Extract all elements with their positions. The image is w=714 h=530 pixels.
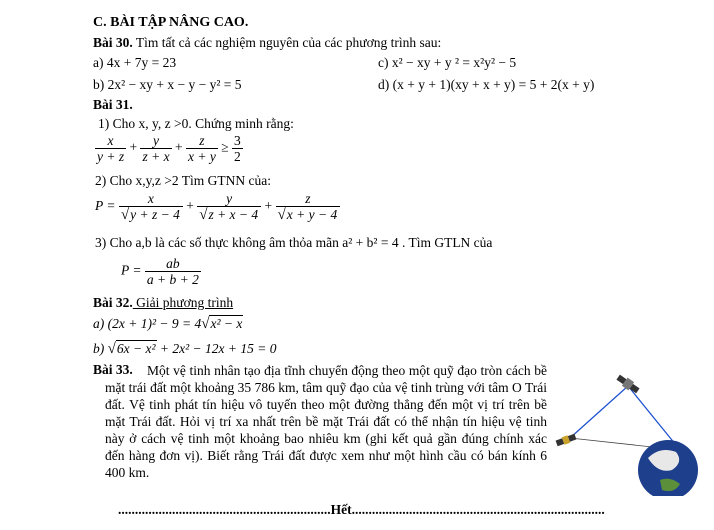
- exercise-30-label: Bài 30.: [93, 35, 133, 50]
- inequality-1: $\frac{x}{y + z}$ + $\frac{y}{z + x}$ + $\frac{z}{x + y}$ ≥ $\frac{3}{2}$: [97, 133, 241, 164]
- exercise-30-text: Tìm tất cả các nghiệm nguyên của các phương trình sau:: [132, 35, 442, 50]
- footer-end-word: Hết: [330, 502, 352, 517]
- fraction-p2-1: $\frac{x}{√y + z - 4}$: [119, 191, 183, 223]
- exercise-30-d: d) (x + y + 1)(xy + x + y) = 5 + 2(x + y): [378, 77, 595, 92]
- fraction-three-halves: $\frac{3}{2}$: [233, 133, 241, 164]
- fraction-y: $\frac{y}{z + x}$: [142, 133, 170, 164]
- fraction-p3: $\frac{ab}{a + b + 2}$: [146, 256, 199, 287]
- expression-p-3: P = $\frac{ab}{a + b + 2}$: [121, 256, 199, 287]
- signal-line-1: [570, 386, 628, 438]
- exercise-30-a: a) 4x + 7y = 23: [93, 55, 177, 70]
- footer-dots-left: ...............................................................: [118, 502, 331, 517]
- exercise-30-c: c) x² − xy + y ² = x²y² − 5: [378, 55, 517, 70]
- earth-icon: [638, 440, 698, 496]
- exercise-32-heading: [93, 295, 233, 311]
- footer: [118, 502, 605, 518]
- satellite-icon: [615, 373, 640, 395]
- exercise-30-heading: [93, 35, 441, 51]
- satellite-illustration: [550, 368, 710, 496]
- exercise-31-part1: 1) Cho x, y, z >0. Chứng minh rằng:: [98, 116, 294, 131]
- section-title: C. BÀI TẬP NÂNG CAO.: [93, 15, 249, 30]
- fraction-z: $\frac{z}{x + y}$: [187, 133, 216, 164]
- satellite-icon: [555, 433, 577, 447]
- exercise-32-b: b) √6x − x² + 2x² − 12x + 15 = 0: [93, 341, 277, 357]
- exercise-32-label: Bài 32.: [93, 295, 133, 310]
- exercise-31-part2: 2) Cho x,y,z >2 Tìm GTNN của:: [95, 173, 271, 188]
- fraction-p2-2: $\frac{y}{√z + x - 4}$: [197, 191, 261, 223]
- expression-p-2: P = $\frac{x}{√y + z - 4}$ + $\frac{y}{√z + x - 4}$ + $\frac{z}{√x + y - 4}$: [95, 191, 340, 223]
- exercise-32-text: Giải phương trình: [132, 295, 234, 310]
- fraction-x: $\frac{x}{y + z}$: [97, 133, 125, 164]
- exercise-32-a: a) (2x + 1)² − 9 = 4√x² − x: [93, 316, 243, 332]
- exercise-31-part3: 3) Cho a,b là các số thực không âm thỏa mãn a² + b² = 4 . Tìm GTLN của: [95, 235, 493, 250]
- exercise-30-b: b) 2x² − xy + x − y − y² = 5: [93, 77, 242, 92]
- footer-dots-right: ...........................................................................: [351, 502, 605, 517]
- exercise-33-text: Một vệ tinh nhân tạo địa tĩnh chuyển động theo một quỹ đạo tròn cách bề mặt trái đất một khoảng 35 786 km, tâm quỹ đạo của vệ tinh trùng với tâm O Trái đất. Vệ tinh phát tín hiệu vô tuyến theo một đường thẳng đến một vị trí trên bề mặt Trái đất. Hỏi vị trí xa nhất trên bề mặt Trái đất có thể nhận tín hiệu vệ tinh này ở cách vệ tinh một khoảng bao nhiêu km (ghi kết quả gần đúng chính xác đến hàng đơn vị). Biết rằng Trái đất được xem như một hình cầu có bán kính 6 400 km.: [105, 363, 547, 480]
- exercise-31-label: Bài 31.: [93, 97, 133, 112]
- fraction-p2-3: $\frac{z}{√x + y - 4}$: [276, 191, 341, 223]
- exercise-33-label: Bài 33.: [93, 362, 133, 377]
